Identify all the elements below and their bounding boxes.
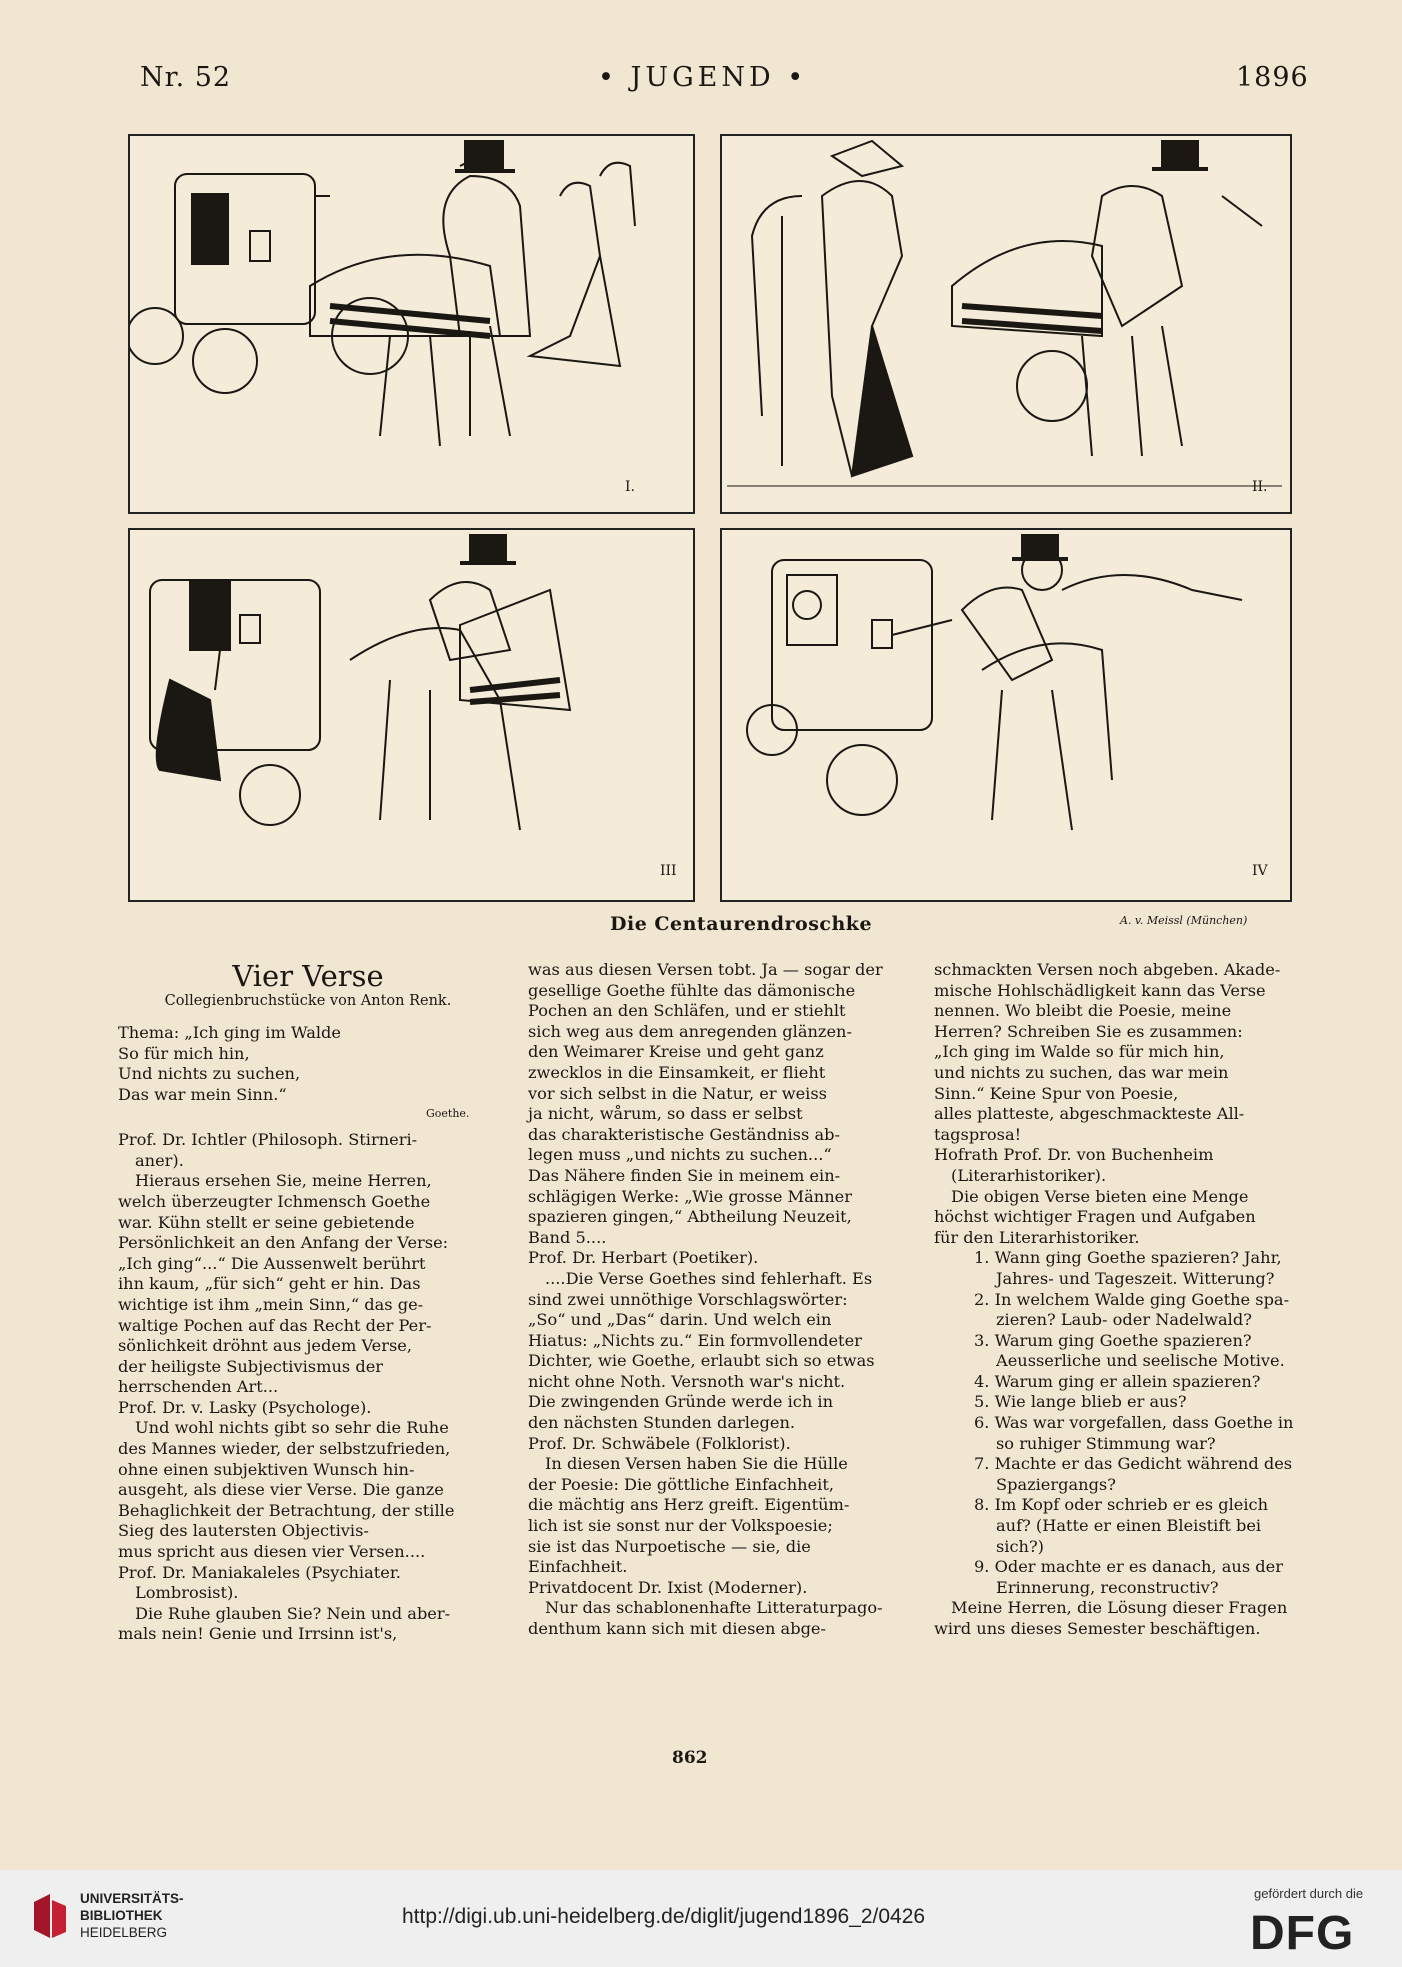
text-line: welch überzeugter Ichmensch Goethe [118, 1191, 431, 1211]
text-line: ....Die Verse Goethes sind fehlerhaft. Es [545, 1268, 873, 1288]
speaker-heading: Privatdocent Dr. Ixist (Moderner). [528, 1577, 808, 1597]
library-name [80, 1890, 184, 1941]
text-line: Dichter, wie Goethe, erlaubt sich so etwas [528, 1351, 875, 1371]
text-line: der heiligste Subjectivismus der [118, 1356, 384, 1376]
library-logo-icon [28, 1892, 72, 1940]
text-line: den nächsten Stunden darlegen. [528, 1413, 796, 1433]
permalink-url[interactable]: http://digi.ub.uni-heidelberg.de/diglit/jugend1896_2/0426 [402, 1905, 926, 1928]
question-item: Jahres- und Tageszeit. Witterung? [996, 1268, 1275, 1288]
text-line: nicht ohne Noth. Versnoth war's nicht. [528, 1371, 846, 1391]
funding-label: gefördert durch die [1254, 1886, 1364, 1901]
article-column-1 [118, 960, 498, 1645]
text-line: „Ich ging“...“ Die Aussenwelt berührt [118, 1253, 426, 1273]
text-line: Einfachheit. [528, 1557, 628, 1577]
question-item: 7. Machte er das Gedicht während des [974, 1454, 1293, 1474]
question-item: 4. Warum ging er allein spazieren? [974, 1371, 1261, 1391]
text-line: höchst wichtiger Fragen und Aufgaben [934, 1207, 1256, 1227]
text-line: das charakteristische Geständniss ab- [528, 1124, 840, 1144]
ub-heidelberg-logo[interactable] [28, 1892, 72, 1944]
text-line: (Literarhistoriker). [951, 1165, 1107, 1185]
panel-2-numeral: II. [1252, 479, 1268, 495]
text-line: mus spricht aus diesen vier Versen.... [118, 1542, 426, 1562]
text-line: Die Ruhe glauben Sie? Nein und aber- [135, 1603, 451, 1623]
question-item: 3. Warum ging Goethe spazieren? [974, 1330, 1252, 1350]
dfg-logo[interactable]: DFG [1250, 1907, 1355, 1960]
text-line: sich weg aus dem anregenden glänzen- [528, 1021, 852, 1041]
article-title: Vier Verse [232, 959, 384, 993]
text-line: was aus diesen Versen tobt. Ja — sogar der [528, 960, 883, 979]
library-name-line: UNIVERSITÄTS- [80, 1891, 184, 1906]
text-line: legen muss „und nichts zu suchen...“ [528, 1145, 832, 1165]
question-item: 6. Was war vorgefallen, dass Goethe in [974, 1413, 1294, 1433]
issue-number: Nr. 52 [140, 62, 232, 93]
speaker-heading: Prof. Dr. Herbart (Poetiker). [528, 1248, 759, 1268]
text-line: ja nicht, wårum, so dass er selbst [528, 1104, 803, 1124]
text-line: Persönlichkeit an den Anfang der Verse: [118, 1233, 449, 1253]
text-line: sind zwei unnöthige Vorschlagswörter: [528, 1289, 848, 1309]
library-name-line: HEIDELBERG [80, 1925, 168, 1940]
speaker-heading: Hofrath Prof. Dr. von Buchenheim [934, 1145, 1214, 1165]
theme-line: Und nichts zu suchen, [118, 1064, 301, 1084]
carriage-illustration-3 [130, 530, 693, 900]
article-column-2 [528, 960, 908, 1640]
question-item: so ruhiger Stimmung war? [996, 1433, 1216, 1453]
comic-panel-1 [128, 134, 695, 514]
speaker-heading: Prof. Dr. v. Lasky (Psychologe). [118, 1397, 372, 1417]
text-line: „Ich ging im Walde so für mich hin, [934, 1042, 1225, 1062]
text-line: der Poesie: Die göttliche Einfachheit, [528, 1474, 835, 1494]
text-line: Lombrosist). [135, 1583, 239, 1603]
text-line: alles platteste, abgeschmackteste All- [934, 1104, 1245, 1124]
text-line: und nichts zu suchen, das war mein [934, 1062, 1229, 1082]
panel-4-numeral: IV [1252, 863, 1268, 879]
text-line: Hieraus ersehen Sie, meine Herren, [135, 1171, 432, 1191]
text-line: „So“ und „Das“ darin. Und welch ein [528, 1310, 832, 1330]
speaker-heading: Prof. Dr. Ichtler (Philosoph. Stirneri- [118, 1130, 418, 1150]
text-line: ausgeht, als diese vier Verse. Die ganze [118, 1480, 444, 1500]
text-line: gesellige Goethe fühlte das dämonische [528, 980, 856, 1000]
text-line: Sinn.“ Keine Spur von Poesie, [934, 1083, 1179, 1103]
question-item: Erinnerung, reconstructiv? [996, 1577, 1219, 1597]
text-line: aner). [135, 1150, 184, 1170]
carriage-illustration-2 [722, 136, 1290, 512]
theme-line: So für mich hin, [118, 1043, 250, 1063]
comic-panel-4 [720, 528, 1292, 902]
text-line: denthum kann sich mit diesen abge- [528, 1619, 826, 1638]
text-line: für den Literarhistoriker. [934, 1227, 1140, 1247]
journal-title: • JUGEND • [598, 62, 808, 93]
text-line: wird uns dieses Semester beschäftigen. [934, 1619, 1261, 1638]
text-line: sönlichkeit dröhnt aus jedem Verse, [118, 1336, 413, 1356]
text-line: ohne einen subjektiven Wunsch hin- [118, 1459, 415, 1479]
text-line: lich ist sie sonst nur der Volkspoesie; [528, 1516, 833, 1536]
carriage-illustration-1 [130, 136, 693, 512]
carriage-illustration-4 [722, 530, 1290, 900]
text-line: Herren? Schreiben Sie es zusammen: [934, 1021, 1243, 1041]
text-line: des Mannes wieder, der selbstzufrieden, [118, 1439, 451, 1459]
panel-3-numeral: III [660, 863, 677, 879]
question-item: 2. In welchem Walde ging Goethe spa- [974, 1289, 1290, 1309]
text-line: spazieren gingen,“ Abtheilung Neuzeit, [528, 1207, 852, 1227]
question-item: zieren? Laub- oder Nadelwald? [996, 1310, 1252, 1330]
year: 1896 [1236, 62, 1309, 93]
theme-source: Goethe. [426, 1106, 470, 1120]
text-line: Sieg des lautersten Objectivis- [118, 1521, 369, 1541]
panel-1-numeral: I. [625, 479, 635, 495]
illustrator-credit: A. v. Meissl (München) [1120, 914, 1248, 927]
text-line: waltige Pochen auf das Recht der Per- [118, 1315, 432, 1335]
text-line: Die obigen Verse bieten eine Menge [951, 1186, 1249, 1206]
speaker-heading: Prof. Dr. Maniakaleles (Psychiater. [118, 1562, 401, 1582]
text-line: Die zwingenden Gründe werde ich in [528, 1392, 834, 1412]
text-line: die mächtig ans Herz greift. Eigentüm- [528, 1495, 850, 1515]
text-line: zwecklos in die Einsamkeit, er flieht [528, 1062, 826, 1082]
text-line: mische Hohlschädligkeit kann das Verse [934, 980, 1266, 1000]
article-column-3 [934, 960, 1320, 1640]
text-line: den Weimarer Kreise und geht ganz [528, 1042, 824, 1062]
text-line: schmackten Versen noch abgeben. Akade- [934, 960, 1281, 979]
question-item: auf? (Hatte er einen Bleistift bei [996, 1516, 1262, 1536]
question-item: 8. Im Kopf oder schrieb er es gleich [974, 1495, 1269, 1515]
text-line: wichtige ist ihm „mein Sinn,“ das ge- [118, 1294, 424, 1314]
question-item: 1. Wann ging Goethe spazieren? Jahr, [974, 1248, 1282, 1268]
theme-line: Das war mein Sinn.“ [118, 1084, 287, 1104]
text-line: war. Kühn stellt er seine gebietende [118, 1212, 415, 1232]
text-line: Meine Herren, die Lösung dieser Fragen [951, 1598, 1288, 1618]
text-line: herrschenden Art... [118, 1377, 279, 1397]
text-line: Behaglichkeit der Betrachtung, der stille [118, 1500, 455, 1520]
text-line: tagsprosa! [934, 1124, 1022, 1144]
text-line: Band 5.... [528, 1227, 607, 1247]
question-item: Spaziergangs? [996, 1474, 1116, 1494]
text-line: nennen. Wo bleibt die Poesie, meine [934, 1001, 1232, 1021]
comic-panel-2 [720, 134, 1292, 514]
question-item: 9. Oder machte er es danach, aus der [974, 1557, 1283, 1577]
comic-caption: Die Centaurendroschke [610, 913, 873, 935]
page-number: 862 [672, 1748, 708, 1768]
text-line: Nur das schablonenhafte Litteraturpago- [545, 1598, 883, 1618]
text-line: mals nein! Genie und Irrsinn ist's, [118, 1624, 398, 1644]
theme-line: Thema: „Ich ging im Walde [118, 1023, 341, 1043]
question-item: 5. Wie lange blieb er aus? [974, 1392, 1187, 1412]
comic-panel-3 [128, 528, 695, 902]
text-line: Pochen an den Schläfen, und er stiehlt [528, 1001, 846, 1021]
library-name-line: BIBLIOTHEK [80, 1908, 163, 1923]
text-line: Und wohl nichts gibt so sehr die Ruhe [135, 1418, 449, 1438]
viewer-footer [0, 1870, 1402, 1967]
text-line: schlägigen Werke: „Wie grosse Männer [528, 1186, 852, 1206]
text-line: ihn kaum, „für sich“ geht er hin. Das [118, 1274, 421, 1294]
text-line: vor sich selbst in die Natur, er weiss [528, 1083, 827, 1103]
text-line: In diesen Versen haben Sie die Hülle [545, 1454, 848, 1474]
text-line: sie ist das Nurpoetische — sie, die [528, 1536, 811, 1556]
text-line: Hiatus: „Nichts zu.“ Ein formvollendeter [528, 1330, 862, 1350]
speaker-heading: Prof. Dr. Schwäbele (Folklorist). [528, 1433, 791, 1453]
question-item: Aeusserliche und seelische Motive. [996, 1351, 1285, 1371]
text-line: Das Nähere finden Sie in meinem ein- [528, 1165, 841, 1185]
article-subtitle: Collegienbruchstücke von Anton Renk. [164, 992, 452, 1009]
question-item: sich?) [996, 1536, 1044, 1556]
